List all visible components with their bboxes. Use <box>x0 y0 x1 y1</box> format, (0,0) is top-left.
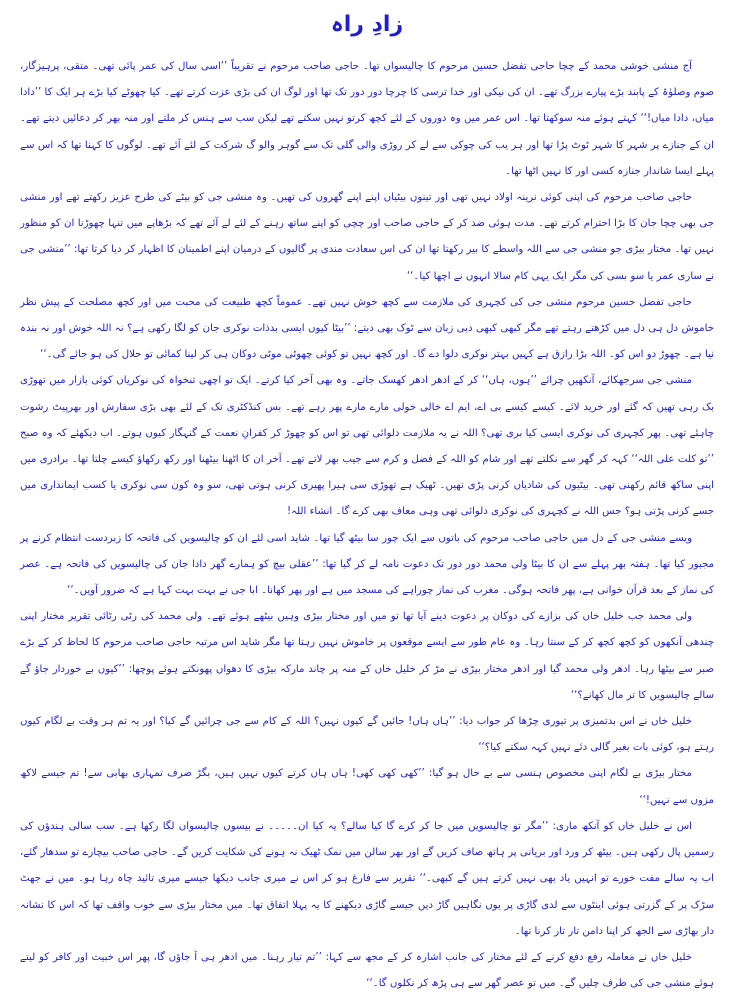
paragraph-10: خلیل خاں نے معاملہ رفع دفع کرنے کے لئے مختار کی جانب اشارہ کر کے مجھ سے کہا: ’’تم تیار رہنا۔ میں ادھر ہی آ جاؤں گا، پھر اس خبیث اور کافر کو لیتے ہوئے منشی جی کی طرف چلیں گے۔ میں تو عصر گھر سے ہی پڑھ کر نکلوں گا۔‘‘ <box>20 951 714 990</box>
paragraph-5: ویسے منشی جی کے دل میں حاجی صاحب مرحوم کی باتوں سے ایک چور سا بیٹھ گیا تھا۔ شاید اسی لئے ان کو چالیسویں کی فاتحہ کا زبردست انتظام کرنے پر مجبور کیا تھا۔ ہفتہ بھر پہلے سے ان کا بیٹا ولی محمد دور دور تک دعوت نامہ لے کر گیا تھا: ’’عقلی بیچ کو ہمارے گھر دادا جان کی چالیسویں کی فاتحہ ہے۔ عصر کی نماز کے بعد قرآن خوانی ہے، پھر فاتحہ ہوگی۔ مغرب کی نماز چوراہے کی مسجد میں ہے اور پھر کھانا۔ ابا جی نے بہت بہت کہا ہے کہ ضرور آویں۔‘‘ <box>20 532 714 597</box>
paragraph-1: آج منشی خوشی محمد کے چچا حاجی تفضل حسین مرحوم کا چالیسواں تھا۔ حاجی صاحب مرحوم نے تقریباً ’’اسی سال کی عمر پائی تھی۔ متقی، پرہیزگار، صوم وصلوٰۃ کے پابند بڑے پیارے بزرگ تھے۔ ان کی نیکی اور خدا ترسی کا چرچا دور دور تک تھا اور لوگ ان کی بڑی عزت کرتے تھے۔ کیا چھوٹے کیا بڑے ہر ایک کا ’’دادا میاں، دادا میاں!‘‘ کہتے ہوئے منہ سوکھتا تھا۔ اس عمر میں وہ دوروں کے لئے کچھ کرتو نہیں سکتے تھے لیکن سب سے ہنس کر ملتے اور منہ بھر کر دعائیں دیتے تھے۔ ان کے جنازے پر شہر کا شہر ٹوٹ پڑا تھا اور ہر یب کی چوکی سے لے کر روڑی والی گلی تک سے گوہر والو گ شرکت کے لئے آئے تھے۔ لوگوں کا کہنا تھا کہ اس سے پہلے ایسا شاندار جنازہ کسی اور کا نہیں اٹھا تھا۔ <box>20 61 714 177</box>
paragraph-8: مختار بیڑی بے لگام اپنی مخصوص ہنسی سے بے حال ہو گیا: ’’کھی کھی کھی! ہاں ہاں کرتے کیوں نہیں ہیں، بگڑ صرف تمہاری بھابی سے! تم جیسے لاکھ مزوں سے نہیں!‘‘ <box>20 768 714 806</box>
paragraph-9: اس نے خلیل خاں کو آنکھ ماری: ’’مگر تو چالیسویں میں جا کر کرے گا کیا سالے؟ یہ کیا ان۔۔۔۔۔ نے بیسوں چالیسواں لگا رکھا ہے۔ سب سالی ہندؤں کی رسمیں پال رکھی ہیں۔ بیٹھ کر ورد اور بریانی پر ہاتھ صاف کریں گے اور بھر سالن میں نمک ٹھیک نہ ہونے کی شکایت کریں گے۔ حاجی صاحب بیچارے تو سدھار گئے، اب یہ سالے مفت خورے تو انہیں یاد بھی نہیں کرتے ہیں گے کبھی۔‘‘ تقریر سے فارغ ہو کر اس نے میری جانب دیکھا جیسے میری تائید چاہ رہا ہو۔ میں نے جھٹ سڑک پر کے گزرتی ہوئی اینٹوں سے لدی گاڑی پر یوں نگاہیں گاڑ دیں جیسے گاڑی دیکھنے کا یہ پہلا اتفاق تھا۔ میں مختار بیڑی سے خوب واقف تھا کہ اس کا نشانہ دار بھاڑی سے الجھ کر اپنا دامن تار تار کرنا تھا۔ <box>20 820 714 937</box>
paragraph-2: حاجی صاحب مرحوم کی اپنی کوئی نرینہ اولاد نہیں تھی اور تینوں بیٹیاں اپنے اپنے گھروں کی تھیں۔ وہ منشی جی کو بیٹے کی طرح عزیز رکھتے تھے اور منشی جی بھی چچا جان کا بڑا احترام کرتے تھے۔ مدت ہوئی ضد کر کے حاجی صاحب اور چچی کو اپنے ساتھ رہنے کے لئے لے آئے تھے کہ بڑھاپے میں تنہا چھوڑنا ان کو منظور نہیں تھا۔ مختار بیڑی جو منشی جی سے اللہ واسطے کا بیر رکھتا تھا ان کی اس سعادت مندی پر گالیوں کے درمیان اپنے اطمینان کا اظہار کر دیا کرتا تھا: ’’منشی جی نے ساری عمر یا سو بسی کی مگر ایک یہی کام سالا انہوں نے اچھا کیا۔‘‘ <box>20 192 714 282</box>
paragraph-4: منشی جی سرجھکائے، آنکھیں چرائے ’’ہوں، ہاں‘‘ کر کے ادھر ادھر کھسک جاتے۔ وہ بھی آخر کیا کرتے۔ ایک تو اچھی تنخواہ کی نوکریاں کوئی بازار میں تھوڑی بک رہی تھیں کہ گئے اور خرید لائے۔ کیسے کیسے بی اے، ایم اے خالی خولی مارے مارے پھر رہے تھے۔ بس کنڈکٹری تک کے لئے بھی بڑی سفارش اور بھرپیٹ رشوت چاہئے تھی۔ پھر کچہری کی نوکری ایسی کیا بری تھی؟ اللہ نے یہ ملازمت دلوائی تھی تو اس کو چھوڑ کر کفرانِ نعمت کے گنہگار کیوں ہوتے۔ اب دیکھئے کہ وہ صبح ’’تو کلت علی اللہ‘‘ کہہ کر گھر سے نکلتے تھے اور شام کو اللہ کے فضل و کرم سے جیب بھر لاتے تھے۔ آخر ان کا اٹھنا بیٹھنا اور رکھ رکھاؤ کیسے چلتا تھا۔ برادری میں اپنی ساکھ قائم رکھنی تھی۔ بیٹیوں کی شادیاں کرنی پڑی تھیں۔ ٹھیک ہے تھوڑی سی ہیرا پھیری کرنی ہوتی تھی، سو وہ کون سی نوکری یا کسب ایمانداری میں جسے کرنی پڑتی ہو؟ جس اللہ نے کچہری کی نوکری دلوائی تھی وہی معاف بھی کرے گا۔ انشاء اللہ! <box>20 375 714 518</box>
paragraph-6: ولی محمد جب خلیل خاں کی بزازے کی دوکان پر دعوت دینے آیا تھا تو میں اور مختار بیڑی وہیں بیٹھے ہوئے تھے۔ ولی محمد کی رٹی رٹائی تقریر مختار اپنی چندھی آنکھوں کو کچھ کچھ کر کے سنتا رہا۔ وہ عام طور سے ایسے موقعوں پر خاموش نہیں رہتا تھا مگر شاید اس مرتبہ حاجی صاحب مرحوم کا لحاظ کر کے بڑے صبر سے بیٹھا رہا۔ ادھر ولی محمد گیا اور ادھر مختار بیڑی نے مڑ کر خلیل خاں کے منہ پر چاند مارکہ بیڑی کا دھواں پھونکتے ہوئے پوچھا: ’’کیوں بے خوردار جاؤ گے سالے چالیسویں کا تر مال کھانے؟‘‘ <box>20 611 714 701</box>
paragraph-7: خلیل خاں نے اس بدتمیزی پر تیوری چڑھا کر جواب دیا: ’’ہاں ہاں! جائیں گے کیوں نہیں؟ اللہ کے کام سے جی چرائیں گے کیا؟ اور یہ تم ہر وقت بے لگام کیوں رہتے ہو، کوئی بات بغیر گالی دئے نہیں کہہ سکتے کیا؟‘‘ <box>20 716 714 754</box>
document-title: زادِ راہ <box>330 12 404 37</box>
paragraph-3: حاجی تفضل حسین مرحوم منشی جی کی کچہری کی ملازمت سے کچھ خوش نہیں تھے۔ عموماً کچھ طبیعت کی محبت میں اور کچھ مصلحت کے پیش نظر خاموش دل ہی دل میں کڑھتے رہتے تھے مگر کبھی کبھی دبی زبان سے ٹوک بھی دیتے: ’’بیٹا کیوں ایسی بدذات نوکری جان کو لگا رکھی ہے؟ نہ اللہ خوش اور نہ بندہ نیا ہے۔ چھوڑ دو اس کو۔ اللہ بڑا رازق ہے کہیں بہتر نوکری دلوا دے گا۔ اور کچھ نہیں تو کوئی چھوٹی موٹی دوکان ہی کر لینا کمائی تو حلال کی ہو جائے گی۔‘‘ <box>20 296 714 361</box>
